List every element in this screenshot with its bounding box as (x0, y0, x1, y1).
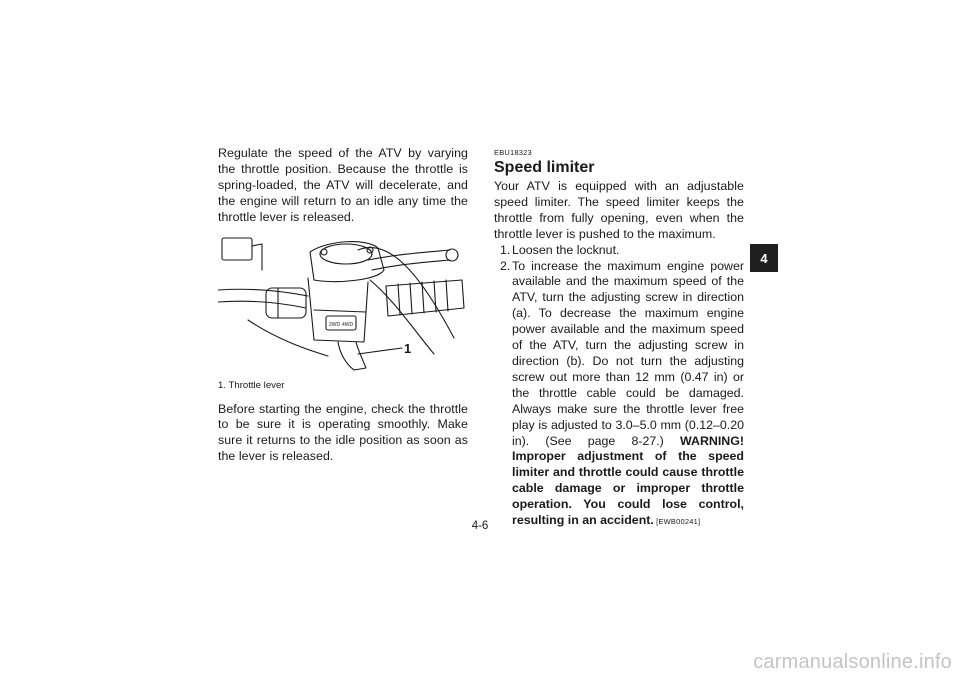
switch-label-2wd: 2WD (329, 321, 341, 328)
section-title: Speed limiter (494, 159, 595, 176)
step-item (494, 259, 744, 530)
figure-caption: 1. Throttle lever (218, 379, 285, 391)
throttle-check-paragraph: Before starting the engine, check the throttle to be sure it is operating smoothly. Make sure it returns to the idle position as soon as the lever is released. (218, 401, 468, 464)
right-column (494, 146, 744, 530)
warning-text: WARNING! Improper adjustment of the speed limiter and throttle could cause throttle cable damage or improper throttle operation. You could lose control, resulting in an accident. (512, 433, 744, 528)
step-item (494, 243, 744, 259)
chapter-tab: 4 (750, 244, 778, 272)
handlebar-illustration (218, 230, 468, 376)
step-number: 1. (500, 242, 511, 257)
step-text: Loosen the locknut. (512, 242, 620, 257)
adjustment-steps (494, 243, 744, 530)
left-column (218, 146, 468, 465)
throttle-lever-figure (218, 230, 468, 376)
throttle-intro-paragraph: Regulate the speed of the ATV by varying the throttle position. Because the throttle is spring-loaded, the ATV will decelerate, and the engine will return to an idle any time the throttle lever is released. (218, 146, 468, 224)
speed-limiter-intro-paragraph: Your ATV is equipped with an adjustable speed limiter. The speed limiter keeps the throttle from fully opening, even when the throttle lever is pushed to the maximum. (494, 179, 744, 241)
section-code: EBU18323 (494, 148, 532, 157)
warning-reference-code: [EWB00241] (653, 517, 701, 527)
switch-label-4wd: 4WD (342, 321, 354, 328)
page-number: 4-6 (471, 520, 489, 532)
figure-callout-number: 1 (404, 340, 412, 356)
step-number: 2. (500, 258, 511, 273)
step-text: To increase the maximum engine power available and the maximum speed of the ATV, turn the adjusting screw in direction (a). To decrease the maximum engine power available and the maximum speed of the ATV, turn the adjusting screw in direction (b). Do not turn the adjusting screw out more than 12 mm (0.47 in) or the throttle cable could be damaged. Always make sure the throttle lever free play is adjusted to 3.0–5.0 mm (0.12–0.20 in). (See page 8-27.) (512, 258, 744, 448)
watermark: carmanualsonline.info (753, 651, 952, 673)
